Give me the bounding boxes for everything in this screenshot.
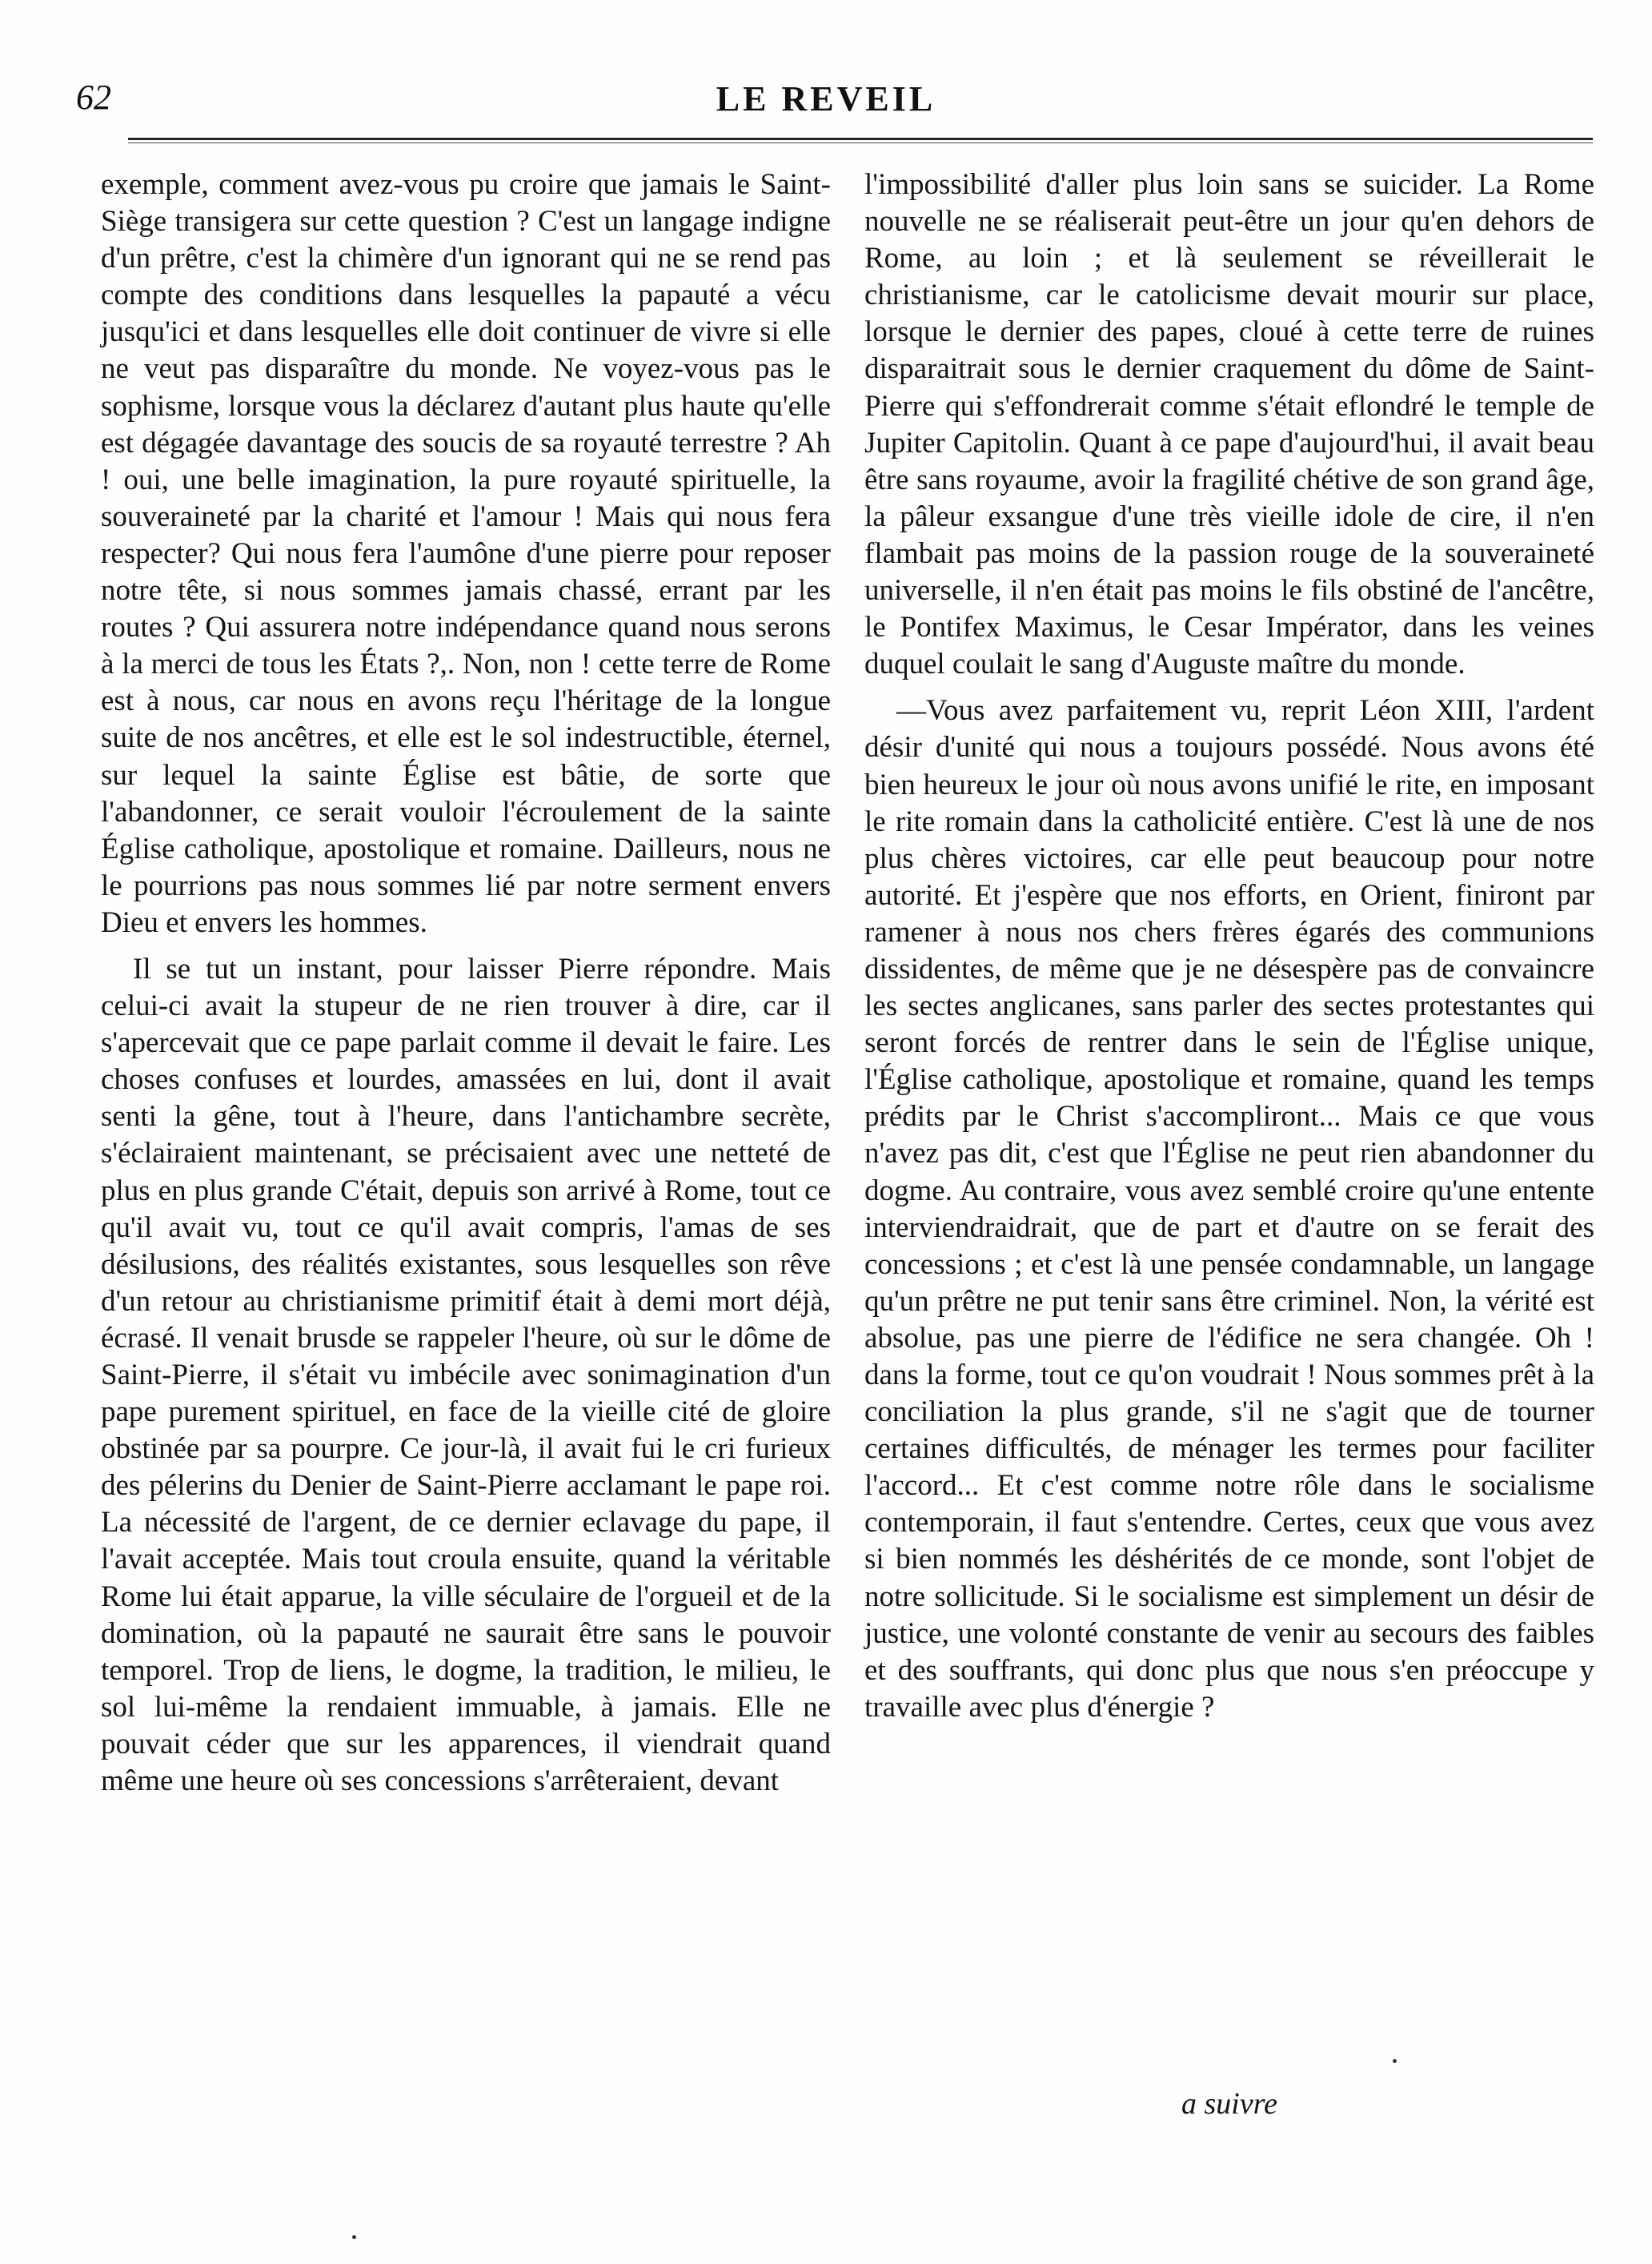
to-be-continued: a suivre bbox=[1181, 2087, 1277, 2121]
right-column bbox=[864, 167, 1594, 1726]
page-number: 62 bbox=[76, 78, 111, 117]
left-paragraph-2: Il se tut un instant, pour laisser Pierre répondre. Mais celui-ci avait la stupeur de ne rien trouver à dire, car il s'apercevait que ce pape parlait comme il devait le faire. Les choses confuses et lourdes, amassées en lui, dont il avait senti la gêne, tout à l'heure, dans l'antichambre secrète, s'éclairaient maintenant, se précisaient avec une netteté de plus en plus grande C'était, depuis son arrivé à Rome, tout ce qu'il avait vu, tout ce qu'il avait compris, l'amas de ses désilusions, des réalités existantes, sous lesquelles son rêve d'un retour au christianisme primitif était à demi mort déjà, écrasé. Il venait brusde se rappeler l'heure, où sur le dôme de Saint-Pierre, il s'était vu imbécile avec sonimagination d'un pape purement spirituel, en face de la vieille cité de gloire obstinée par sa pourpre. Ce jour-là, il avait fui le cri furieux des pélerins du Denier de Saint-Pierre acclamant le pape roi. La nécessité de l'argent, de ce dernier eclavage du pape, il l'avait acceptée. Mais tout croula ensuite, quand la véritable Rome lui était apparue, la ville séculaire de l'orgueil et de la domination, où la papauté ne saurait être sans le pouvoir temporel. Trop de liens, le dogme, la tradition, le milieu, le sol lui-même la rendaient immuable, à jamais. Elle ne pouvait céder que sur les apparences, il viendrait quand même une heure où ses concessions s'arrêteraient, devant bbox=[101, 952, 831, 1798]
left-column bbox=[101, 167, 831, 1800]
journal-title: LE REVEIL bbox=[716, 79, 936, 118]
right-paragraph-1: l'impossibilité d'aller plus loin sans se suicider. La Rome nouvelle ne se réaliserait peut-être un jour qu'en dehors de Rome, au loin ; et là seulement se réveillerait le christianisme, car le catolicisme devait mourir sur place, lorsque le dernier des papes, cloué à cette terre de ruines disparaitrait sous le dernier craquement du dôme de Saint-Pierre qui s'effondrerait comme s'était eflondré le temple de Jupiter Capitolin. Quant à ce pape d'aujourd'hui, il avait beau être sans royaume, avoir la fragilité chétive de son grand âge, la pâleur exsangue d'une très vieille idole de cire, il n'en flambait pas moins de la passion rouge de la souveraineté universelle, il n'en était pas moins le fils obstiné de l'ancêtre, le Pontifex Maximus, le Cesar Impérator, dans les veines duquel coulait le sang d'Auguste maître du monde. bbox=[864, 168, 1594, 681]
ink-speck bbox=[1393, 2059, 1397, 2063]
header-rule bbox=[128, 138, 1593, 140]
right-paragraph-2: —Vous avez parfaitement vu, reprit Léon XIII, l'ardent désir d'unité qui nous a toujours possédé. Nous avons été bien heureux le jour où nous avons unifié le rite, en imposant le rite romain dans la catholicité entière. C'est là une de nos plus chères victoires, car elle peut beaucoup pour notre autorité. Et j'espère que nos efforts, en Orient, finiront par ramener à nous nos chers frères égarés des communions dissidentes, de même que je ne désespère pas de convaincre les sectes anglicanes, sans parler des sectes protestantes qui seront forcés de rentrer dans le sein de l'Église unique, l'Église catholique, apostolique et romaine, quand les temps prédits par le Christ s'accompliront... Mais ce que vous n'avez pas dit, c'est que l'Église ne peut rien abandonner du dogme. Au contraire, vous avez semblé croire qu'une entente interviendraidrait, que de part et d'autre on se ferait des concessions ; et c'est là une pensée condamnable, un langage qu'un prêtre ne put tenir sans être criminel. Non, la vérité est absolue, pas une pierre de l'édifice ne sera changée. Oh ! dans la forme, tout ce qu'on voudrait ! Nous sommes prêt à la conciliation la plus grande, s'il ne s'agit que de tourner certaines difficultés, de ménager les termes pour faciliter l'accord... Et c'est comme notre rôle dans le socialisme contemporain, il faut s'entendre. Certes, ceux que vous avez si bien nommés les déshérités de ce monde, sont l'objet de notre sollicitude. Si le socialisme est simplement un désir de justice, une volonté constante de venir au secours des faibles et des souffrants, qui donc plus que nous s'en préoccupe y travaille avec plus d'énergie ? bbox=[864, 694, 1594, 1724]
ink-speck bbox=[352, 2235, 356, 2239]
left-paragraph-1: exemple, comment avez-vous pu croire que jamais le Saint-Siège transigera sur cette question ? C'est un langage indigne d'un prêtre, c'est la chimère d'un ignorant qui ne se rend pas compte des conditions dans lesquelles la papauté a vécu jusqu'ici et dans lesquelles elle doit continuer de vivre si elle ne veut pas disparaître du monde. Ne voyez-vous pas le sophisme, lorsque vous la déclarez d'autant plus haute qu'elle est dégagée davantage des soucis de sa royauté terrestre ? Ah ! oui, une belle imagination, la pure royauté spirituelle, la souveraineté par la charité et l'amour ! Mais qui nous fera respecter? Qui nous fera l'aumône d'une pierre pour reposer notre tête, si nous sommes jamais chassé, errant par les routes ? Qui assurera notre indépendance quand nous serons à la merci de tous les États ?,. Non, non ! cette terre de Rome est à nous, car nous en avons reçu l'héritage de la longue suite de nos ancêtres, et elle est le sol indestructible, éternel, sur lequel la sainte Église est bâtie, de sorte que l'abandonner, ce serait vouloir l'écroulement de la sainte Église catholique, apostolique et romaine. Dailleurs, nous ne le pourrions pas nous sommes lié par notre serment envers Dieu et envers les hommes. bbox=[101, 168, 831, 939]
